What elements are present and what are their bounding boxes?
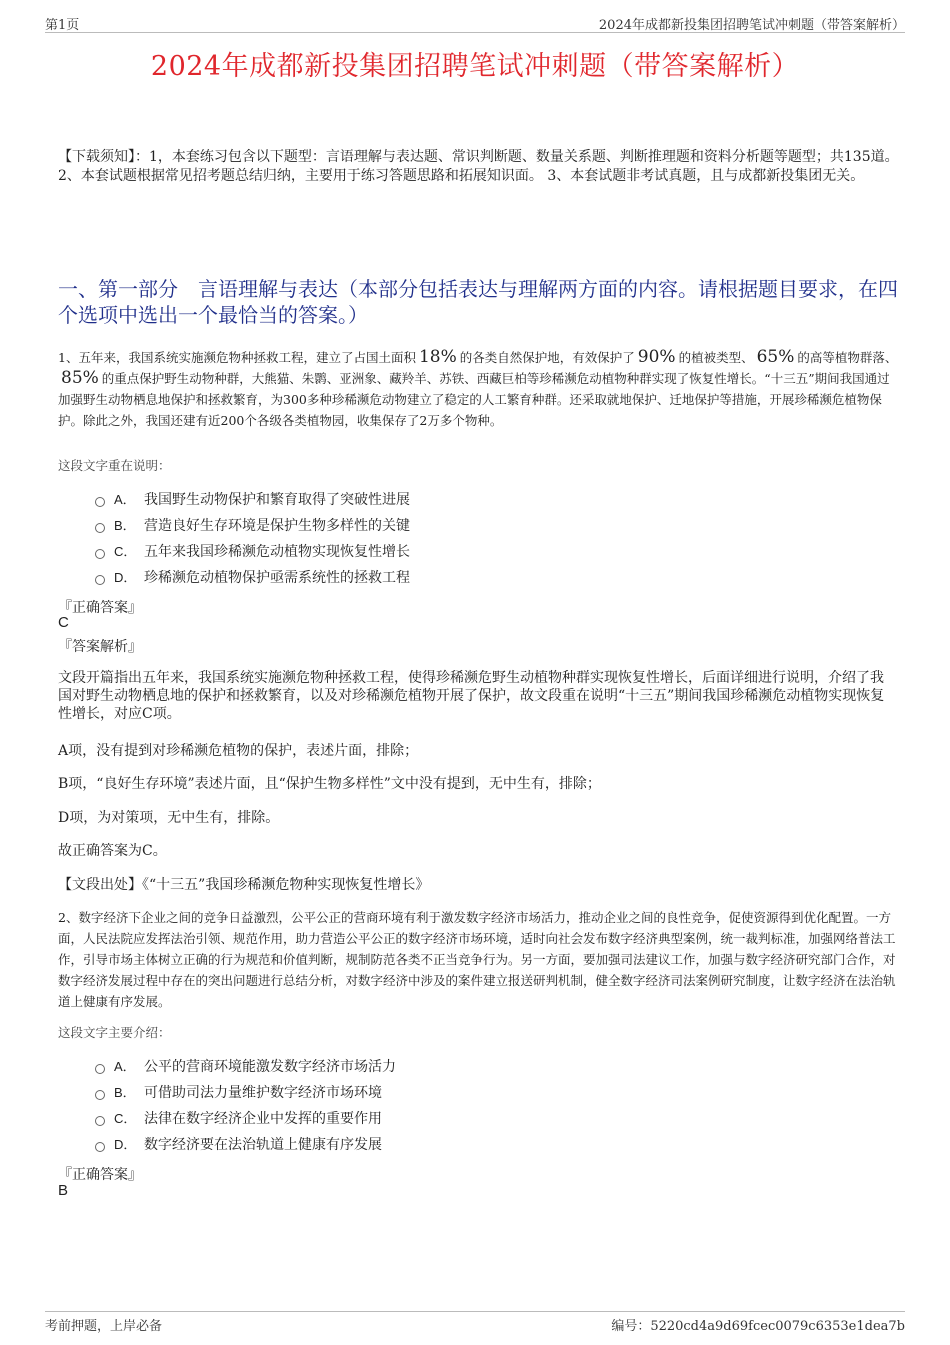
q1-percent: 90% bbox=[637, 347, 676, 367]
answer-label: 『正确答案』 bbox=[58, 1167, 142, 1183]
radio-icon[interactable] bbox=[95, 1142, 105, 1152]
answer-value: B bbox=[58, 1182, 69, 1199]
option-a[interactable] bbox=[95, 487, 410, 513]
option-key: D． bbox=[114, 570, 137, 585]
document-title: 2024年成都新投集团招聘笔试冲刺题（带答案解析） bbox=[150, 51, 800, 82]
option-a[interactable] bbox=[95, 1054, 396, 1080]
option-key: D． bbox=[114, 1137, 137, 1152]
radio-icon[interactable] bbox=[95, 523, 105, 533]
q1-percent: 65% bbox=[756, 347, 795, 367]
option-key: C． bbox=[114, 544, 137, 559]
question-2-prompt: 这段文字主要介绍： bbox=[58, 1025, 171, 1040]
question-1-text bbox=[58, 347, 898, 431]
analysis-line-d: D项，为对策项，无中生有，排除。 bbox=[58, 810, 280, 826]
option-text: 我国野生动物保护和繁育取得了突破性进展 bbox=[144, 492, 410, 508]
option-key: A． bbox=[114, 1059, 136, 1074]
option-text: 公平的营商环境能激发数字经济市场活力 bbox=[144, 1059, 396, 1075]
q1-text-part: 的高等植物群落、 bbox=[797, 350, 898, 365]
option-text: 可借助司法力量维护数字经济市场环境 bbox=[144, 1085, 382, 1101]
q1-percent: 18% bbox=[418, 347, 457, 367]
answer-value: C bbox=[58, 614, 69, 631]
radio-icon[interactable] bbox=[95, 1090, 105, 1100]
option-key: A． bbox=[114, 492, 136, 507]
option-b[interactable] bbox=[95, 1080, 396, 1106]
radio-icon[interactable] bbox=[95, 575, 105, 585]
analysis-text: 文段开篇指出五年来，我国系统实施濒危物种拯救工程，使得珍稀濒危野生动植物种群实现恢复性增长，后面详细进行说明，介绍了我国对野生动物栖息地的保护和拯救繁育，以及对珍稀濒危植物开展了保护，故文段重在说明“十三五”期间我国珍稀濒危动植物实现恢复性增长，对应C项。 bbox=[58, 670, 885, 722]
download-notice: 【下载须知】：1，本套练习包含以下题型：言语理解与表达题、常识判断题、数量关系题、判断推理题和资料分析题等题型；共135道。 2、本套试题根据常见招考题总结归纳，主要用于练习答题思路和拓展知识面。 3、本套试题非考试真题，且与成都新投集团无关。 bbox=[58, 149, 899, 184]
page-number: 第1页 bbox=[45, 18, 80, 33]
option-key: B． bbox=[114, 1085, 136, 1100]
page-footer bbox=[45, 1311, 905, 1334]
analysis-conclusion: 故正确答案为C。 bbox=[58, 843, 167, 859]
footer-slogan: 考前押题，上岸必备 bbox=[45, 1319, 163, 1334]
option-text: 珍稀濒危动植物保护亟需系统性的拯救工程 bbox=[144, 570, 410, 586]
option-text: 五年来我国珍稀濒危动植物实现恢复性增长 bbox=[144, 544, 410, 560]
option-b[interactable] bbox=[95, 513, 410, 539]
option-text: 数字经济要在法治轨道上健康有序发展 bbox=[144, 1137, 382, 1153]
analysis-line-a: A项，没有提到对珍稀濒危植物的保护，表述片面，排除； bbox=[58, 743, 419, 759]
analysis-line-b: B项，“良好生存环境”表述片面，且“保护生物多样性”文中没有提到，无中生有，排除； bbox=[58, 776, 601, 792]
page-header bbox=[45, 14, 905, 33]
question-2-options bbox=[95, 1054, 396, 1158]
option-text: 营造良好生存环境是保护生物多样性的关键 bbox=[144, 518, 410, 534]
answer-label: 『正确答案』 bbox=[58, 600, 142, 616]
q1-text-part: 的重点保护野生动物种群，大熊猫、朱鹮、亚洲象、藏羚羊、苏铁、西藏巨柏等珍稀濒危动植物种群实现了恢复性增长。“十三五”期间我国通过加强野生动物栖息地保护和拯救繁育，为300多种珍稀濒危动物建立了稳定的人工繁育种群。还采取就地保护、迁地保护等措施，开展珍稀濒危植物保护。除此之外，我国还建有近200个各级各类植物园，收集保存了2万多个物种。 bbox=[58, 371, 890, 428]
question-1-prompt: 这段文字重在说明： bbox=[58, 458, 171, 473]
radio-icon[interactable] bbox=[95, 1064, 105, 1074]
radio-icon[interactable] bbox=[95, 1116, 105, 1126]
q1-text-part: 1、五年来，我国系统实施濒危物种拯救工程，建立了占国土面积 bbox=[58, 350, 416, 365]
option-key: B． bbox=[114, 518, 136, 533]
question-1-options bbox=[95, 487, 410, 591]
option-key: C． bbox=[114, 1111, 137, 1126]
header-doc-title: 2024年成都新投集团招聘笔试冲刺题（带答案解析） bbox=[598, 18, 905, 33]
q1-text-part: 的各类自然保护地，有效保护了 bbox=[459, 350, 635, 365]
document-id: 编号：5220cd4a9d69fcec0079c6353e1dea7b bbox=[611, 1319, 905, 1334]
question-2-text: 2、数字经济下企业之间的竞争日益激烈，公平公正的营商环境有利于激发数字经济市场活力，推动企业之间的良性竞争，促使资源得到优化配置。一方面，人民法院应发挥法治引领、规范作用，助力营造公平公正的数字经济市场环境，适时向社会发布数字经济典型案例，统一裁判标准，加强网络普法工作，引导市场主体树立正确的行为规范和价值判断，规制防范各类不正当竞争行为。另一方面，要加强司法建议工作，加强与数字经济研究部门合作，对数字经济发展过程中存在的突出问题进行总结分析，对数字经济中涉及的案件建立报送研判机制，健全数字经济司法案例研究制度，让数字经济在法治轨道上健康有序发展。 bbox=[58, 910, 896, 1009]
source-reference: 【文段出处】《“十三五”我国珍稀濒危物种实现恢复性增长》 bbox=[58, 877, 430, 893]
option-text: 法律在数字经济企业中发挥的重要作用 bbox=[144, 1111, 382, 1127]
option-d[interactable] bbox=[95, 1132, 396, 1158]
radio-icon[interactable] bbox=[95, 549, 105, 559]
q1-percent: 85% bbox=[61, 368, 99, 388]
radio-icon[interactable] bbox=[95, 497, 105, 507]
q1-text-part: 的植被类型、 bbox=[678, 350, 754, 365]
option-d[interactable] bbox=[95, 565, 410, 591]
option-c[interactable] bbox=[95, 1106, 396, 1132]
option-c[interactable] bbox=[95, 539, 410, 565]
section-heading: 一、第一部分 言语理解与表达（本部分包括表达与理解两方面的内容。请根据题目要求，在四个选项中选出一个最恰当的答案。） bbox=[58, 277, 898, 327]
analysis-label: 『答案解析』 bbox=[58, 639, 142, 655]
